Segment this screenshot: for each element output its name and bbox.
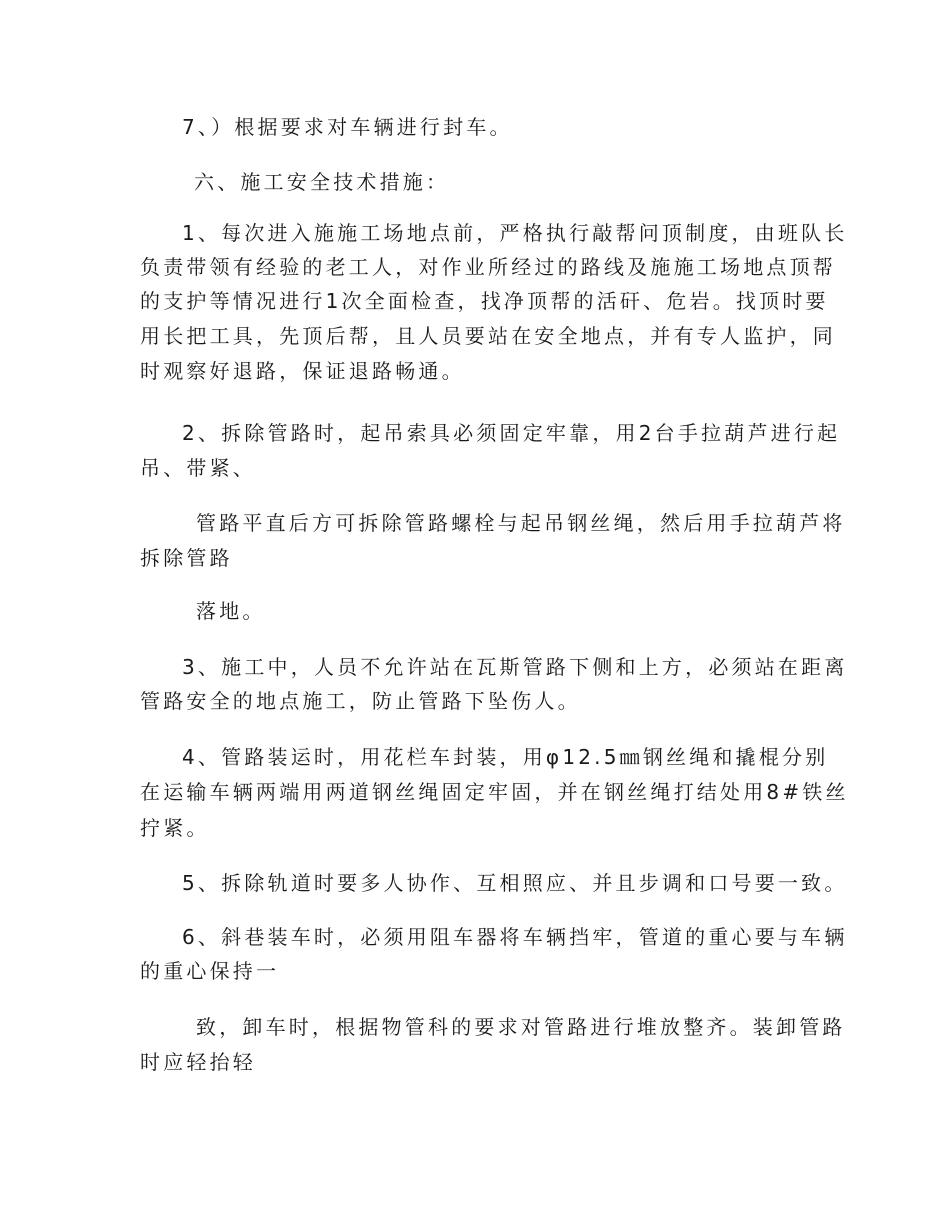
text-line: 2、拆除管路时，起吊索具必须固定牢靠，用2台手拉葫芦进行起	[182, 421, 841, 445]
text-line: 4、管路装运时，用花栏车封装，用φ12.5㎜钢丝绳和撬棍分别	[182, 745, 829, 769]
text-line: 时应轻抬轻	[140, 1050, 256, 1074]
text-line: 的重心保持一	[140, 959, 280, 983]
text-line: 在运输车辆两端用两道钢丝绳固定牢固，并在钢丝绳打结处用8#铁丝	[140, 780, 849, 804]
text-line: 拆除管路	[140, 546, 233, 570]
text-line: 1、每次进入施施工场地点前，严格执行敲帮问顶制度，由班队长	[182, 221, 848, 245]
text-line: 拧紧。	[140, 816, 210, 840]
text-line: 7、）根据要求对车辆进行封车。	[182, 115, 513, 139]
text-line: 管路安全的地点施工，防止管路下坠伤人。	[140, 689, 581, 713]
text-line: 时观察好退路，保证退路畅通。	[140, 359, 465, 383]
text-line: 5、拆除轨道时要多人协作、互相照应、并且步调和口号要一致。	[182, 871, 848, 895]
section-heading: 六、施工安全技术措施：	[194, 170, 450, 194]
text-line: 落地。	[196, 599, 266, 623]
text-line: 用长把工具，先顶后帮，且人员要站在安全地点，并有专人监护，同	[140, 324, 836, 348]
text-line: 3、施工中，人员不允许站在瓦斯管路下侧和上方，必须站在距离	[182, 655, 848, 679]
text-line: 负责带领有经验的老工人，对作业所经过的路线及施施工场地点顶帮	[140, 255, 836, 279]
text-line: 吊、带紧、	[140, 456, 256, 480]
text-line: 致，卸车时，根据物管科的要求对管路进行堆放整齐。装卸管路	[196, 1015, 846, 1039]
text-line: 管路平直后方可拆除管路螺栓与起吊钢丝绳，然后用手拉葫芦将	[196, 511, 846, 535]
text-line: 6、斜巷装车时，必须用阻车器将车辆挡牢，管道的重心要与车辆	[182, 925, 848, 949]
text-line: 的支护等情况进行1次全面检查，找净顶帮的活矸、危岩。找顶时要	[140, 289, 829, 313]
